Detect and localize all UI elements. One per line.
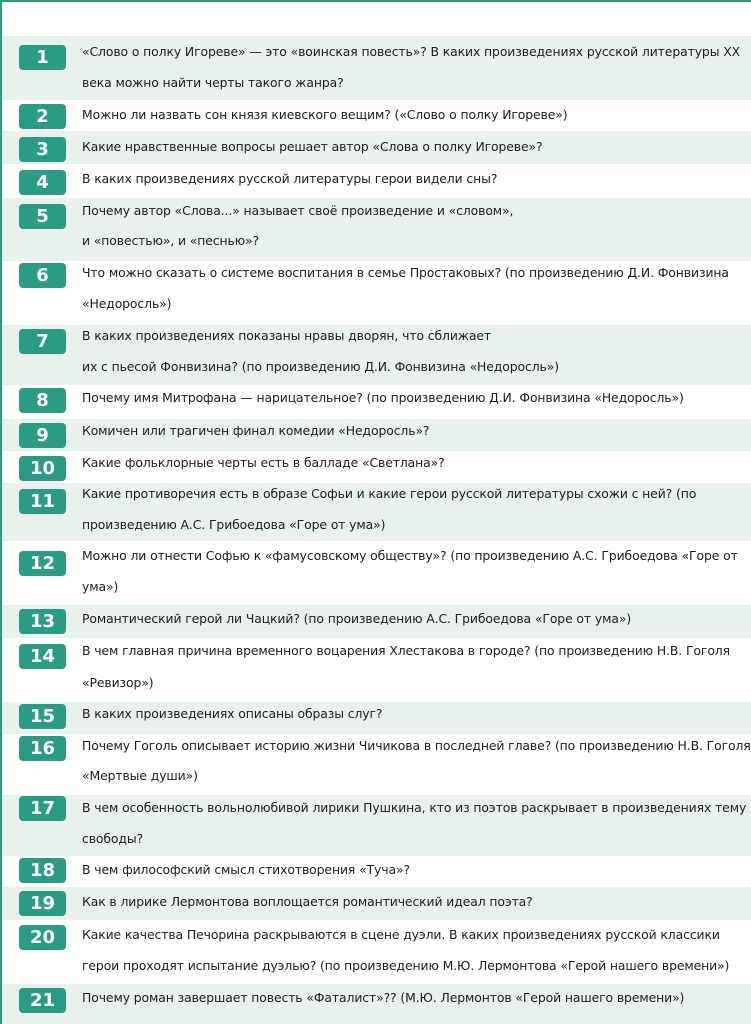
question-text-line: их с пьесой Фонвизина? (по произведению Д.И. Фонвизина «Недоросль») [82, 359, 559, 374]
question-number-badge: 11 [19, 489, 66, 514]
question-number-badge: 13 [19, 609, 66, 634]
question-text-line: Романтический герой ли Чацкий? (по произведению А.С. Грибоедова «Горе от ума») [82, 611, 632, 626]
question-number-badge: 10 [19, 456, 66, 481]
question-text-line: В чем главная причина временного воцарения Хлестакова в городе? (по произведению Н.В. Гоголя [82, 643, 730, 658]
question-row [2, 856, 751, 887]
question-row [2, 920, 751, 984]
question-text-line: В чем философский смысл стихотворения «Туча»? [82, 862, 410, 877]
question-text-line: Почему автор «Слова...» называет своё произведение и «словом», [82, 203, 514, 218]
question-text-line: ума») [82, 579, 119, 594]
question-number-badge: 6 [19, 263, 66, 288]
question-row [2, 325, 751, 385]
question-row [2, 887, 751, 920]
question-text-line: Какие фольклорные черты есть в балладе «Светлана»? [82, 455, 445, 470]
question-text-line: Что можно сказать о системе воспитания в семье Простаковых? (по произведению Д.И. Фонвизина [82, 265, 729, 280]
question-number-badge: 8 [19, 388, 66, 413]
question-row [2, 483, 751, 541]
question-text-line: свободы? [82, 831, 144, 846]
question-number-badge: 19 [19, 891, 66, 916]
question-row [2, 100, 751, 131]
question-text-line: «Мертвые души») [82, 768, 198, 783]
question-text-line: «Недоросль») [82, 296, 172, 311]
question-text-line: «Ревизор») [82, 675, 154, 690]
question-row [2, 261, 751, 325]
question-text-line: Какие качества Печорина раскрываются в сцене дуэли. В каких произведениях русской классики [82, 927, 720, 942]
question-number-badge: 16 [19, 736, 66, 761]
question-row [2, 795, 751, 856]
question-row [2, 385, 751, 419]
question-number-badge: 9 [19, 423, 66, 448]
question-number-badge: 2 [19, 104, 66, 129]
question-row [2, 734, 751, 795]
question-row [2, 451, 751, 483]
question-text-line: Какие нравственные вопросы решает автор «Слова о полку Игореве»? [82, 139, 543, 154]
question-text-line: века можно найти черты такого жанра? [82, 75, 344, 90]
question-text-line: Почему имя Митрофана — нарицательное? (по произведению Д.И. Фонвизина «Недоросль») [82, 390, 684, 405]
question-text-line: герои проходят испытание дуэлью? (по произведению М.Ю. Лермонтова «Герой нашего времени») [82, 958, 730, 973]
question-text-line: Комичен или трагичен финал комедии «Недоросль»? [82, 423, 430, 438]
question-number-badge: 3 [19, 137, 66, 162]
question-number-badge: 1 [19, 45, 66, 70]
question-text-line: Можно ли отнести Софью к «фамусовскому обществу»? (по произведению А.С. Грибоедова «Горе от [82, 548, 738, 563]
question-text-line: В каких произведениях русской литературы герои видели сны? [82, 171, 498, 186]
question-number-badge: 20 [19, 925, 66, 950]
question-text-line: Как в лирике Лермонтова воплощается романтический идеал поэта? [82, 894, 533, 909]
question-text-line: В чем особенность вольнолюбивой лирики Пушкина, кто из поэтов раскрывает в произведениях тему [82, 800, 747, 815]
question-text-line: Почему Гоголь описывает историю жизни Чичикова в последней главе? (по произведению Н.В. Гоголя [82, 738, 751, 753]
question-text-line: «Слово о полку Игореве» — это «воинская повесть»? В каких произведениях русской литературы XX [82, 44, 740, 59]
question-text-line: Почему роман завершает повесть «Фаталист»?? (М.Ю. Лермонтов «Герой нашего времени») [82, 990, 685, 1005]
question-text-line: В каких произведениях описаны образы слуг? [82, 706, 383, 721]
question-row [2, 131, 751, 164]
question-number-badge: 4 [19, 170, 66, 195]
question-text-line: произведению А.С. Грибоедова «Горе от ума») [82, 517, 386, 532]
question-row [2, 164, 751, 198]
question-text-line: В каких произведениях показаны нравы дворян, что сближает [82, 328, 491, 343]
question-row [2, 541, 751, 605]
question-text-line: и «повестью», и «песнью»? [82, 233, 260, 248]
question-number-badge: 18 [19, 858, 66, 883]
question-number-badge: 12 [19, 551, 66, 576]
question-row [2, 984, 751, 1024]
question-row [2, 702, 751, 734]
question-text-line: Какие противоречия есть в образе Софьи и какие герои русской литературы схожи с ней? (по [82, 486, 697, 501]
question-text-line: Можно ли назвать сон князя киевского вещим? («Слово о полку Игореве») [82, 107, 568, 122]
question-row [2, 36, 751, 100]
question-row [2, 638, 751, 702]
question-row [2, 605, 751, 638]
question-number-badge: 5 [19, 204, 66, 229]
question-number-badge: 14 [19, 644, 66, 669]
question-number-badge: 17 [19, 796, 66, 821]
question-number-badge: 15 [19, 704, 66, 729]
question-number-badge: 7 [19, 329, 66, 354]
question-number-badge: 21 [19, 988, 66, 1013]
question-row [2, 419, 751, 451]
question-row [2, 198, 751, 261]
